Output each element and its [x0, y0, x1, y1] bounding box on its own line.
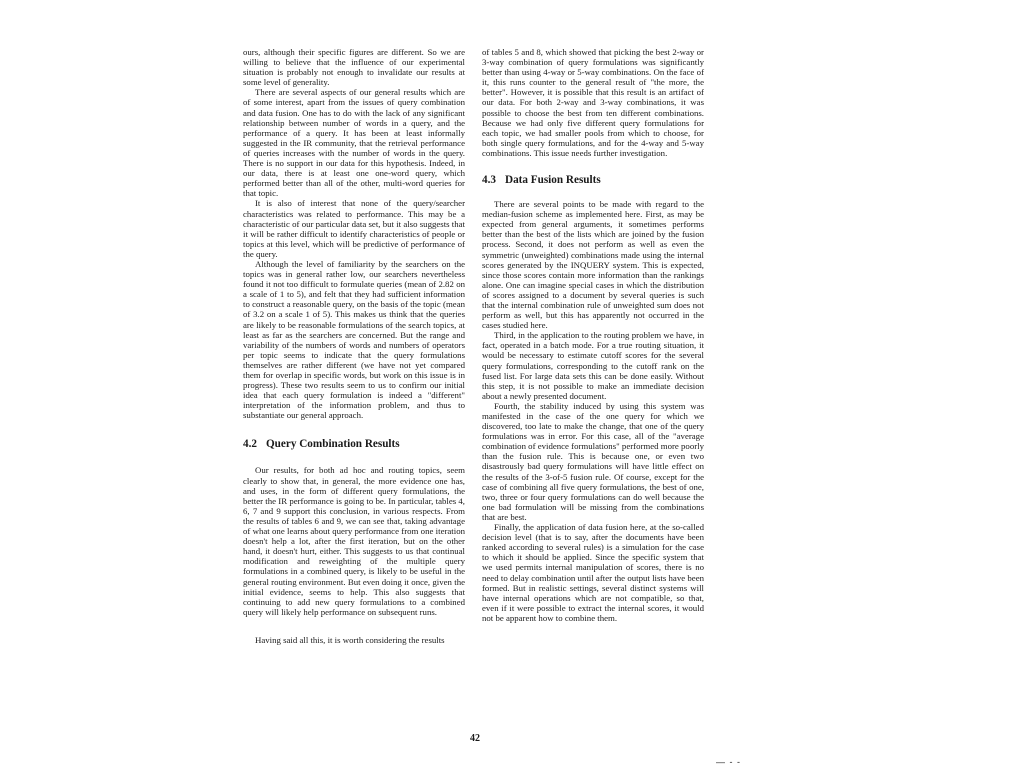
- section-title: Data Fusion Results: [504, 174, 601, 187]
- right-column: [482, 47, 704, 623]
- paragraph: It is also of interest that none of the query/searcher characteristics was related to performance. This may be a characteristic of our particular data set, but it also suggests that it will be rather difficult to identify characteristics of people or topics at this level, which will be predictive of performance of the query.: [243, 198, 465, 259]
- paragraph: Although the level of familiarity by the searchers on the topics was in general rather low, our searchers nevertheless found it not too difficult to formulate queries (mean of 2.82 on a scale of 1 to 5), and felt that they had sufficient information to construct a reasonable query, on the basis of the topic (mean of 3.2 on a scale 1 of 5). This makes us think that the queries are likely to be reasonable formulations of the search topics, at least as far as the searchers are concerned. But the range and variability of the numbers of words and numbers of operators per topic seems to indicate that the query formulations themselves are rather different (we have not yet compared them for overlap in specific words, but work on this issue is in progress). These two results seem to us to confirm our initial idea that each query formulation is indeed a "different" interpretation of the information problem, and thus to substantiate our general approach.: [243, 258, 465, 421]
- section-title: Query Combination Results: [265, 438, 400, 451]
- page-number: 42: [470, 733, 480, 744]
- paragraph: Fourth, the stability induced by using this system was manifested in the case of the one query for which we discovered, too late to make the change, that one of the query formulations was in error. For this case, all of the "average combination of evidence formulations" performed more poorly than the fusion rule. This is because one, or even two disastrously bad query formulations will have little effect on the results of the 3-of-5 fusion rule. Of course, except for the case of combining all five query formulations, the best of one, two, three or four query formulations can do well because the one bad formulation will be missing from the combinations that are best.: [482, 400, 704, 522]
- section-heading-4-3: [482, 174, 704, 187]
- paragraph: Third, in the application to the routing problem we have, in fact, operated in a batch mode. For a true routing situation, it would be necessary to estimate cutoff scores for the several query formulations, corresponding to the cutoff rank on the fused list. For large data sets this can be done easily. Without this step, it is not possible to make an immediate decision about a newly presented document.: [482, 330, 704, 401]
- paragraph: There are several aspects of our general results which are of some interest, apart from the issues of query combination and data fusion. One has to do with the lack of any significant relationship between number of words in a query, and the performance of a query. It has been at least informally suggested in the IR community, that the retrieval performance of queries increases with the number of words in the query. There is no support in our data for this hypothesis. Indeed, in our data, there is at least one one-word query, which performed better than all of the other, multi-word queries for that topic.: [243, 87, 465, 199]
- paragraph: Finally, the application of data fusion here, at the so-called decision level (that is to say, after the documents have been ranked according to several rules) is a simulation for the case to which it should be applied. Since the specific system that we used permits internal manipulation of scores, there is no need to delay combination until after the output lists have been formed. But in realistic settings, several distinct systems will have internal operations which are not compatible, so that, even if it were possible to extract the internal scores, it would not be apparent how to combine them.: [482, 522, 704, 623]
- paragraph: of tables 5 and 8, which showed that picking the best 2-way or 3-way combination of query formulations was significantly better than using 4-way or 5-way combinations. On the face of it, this runs counter to the general result of "the more, the better". However, it is possible that this result is an artifact of our data. For both 2-way and 3-way combinations, it was possible to choose the best from ten different combinations. Because we had only five different query formulations for each topic, we had smaller pools from which to choose, for both single query formulations, and for the 4-way and 5-way combinations. This issue needs further investigation.: [482, 47, 704, 158]
- section-number: 4.3: [482, 174, 496, 187]
- section-heading-4-2: [243, 438, 465, 451]
- paragraph: ours, although their specific figures are different. So we are willing to believe that the influence of our experimental situation is probably not enough to invalidate our results at some level of generality.: [243, 47, 465, 88]
- left-column: [243, 47, 465, 645]
- section-number: 4.2: [243, 438, 257, 451]
- paragraph: There are several points to be made with regard to the median-fusion scheme as implemented here. First, as may be expected from general arguments, it sometimes performs better than the best of the lists which are joined by the fusion process. Second, it does not perform as well as even the symmetric (unweighted) combinations made using the internal scores generated by the INQUERY system. This is expected, since those scores contain more information than the rankings alone. One can imagine special cases in which the distribution of scores assigned to a document by several queries is such that the internal combination rule of unweighted sum does not perform as well, but this has apparently not occurred in the cases studied here.: [482, 199, 704, 331]
- corner-mark: — - -: [716, 757, 741, 767]
- paragraph: Our results, for both ad hoc and routing topics, seem clearly to show that, in general, the more evidence one has, and uses, in the form of different query formulations, the better the IR performance is going to be. In particular, tables 4, 6, 7 and 9 support this conclusion, in various respects. From the results of tables 6 and 9, we can see that, taking advantage of what one learns about query performance from one iteration doesn't help a lot, after the first iteration, but on the other hand, it doesn't hurt, either. This suggests to us that continual modification and reweighting of the multiple query formulations in a combined query, is likely to be useful in the general routing environment. But even doing it once, given the initial evidence, seems to help. This also suggests that continuing to add new query formulations to a combined query will likely help performance on subsequent runs.: [243, 465, 465, 617]
- paragraph: Having said all this, it is worth considering the results: [255, 634, 445, 645]
